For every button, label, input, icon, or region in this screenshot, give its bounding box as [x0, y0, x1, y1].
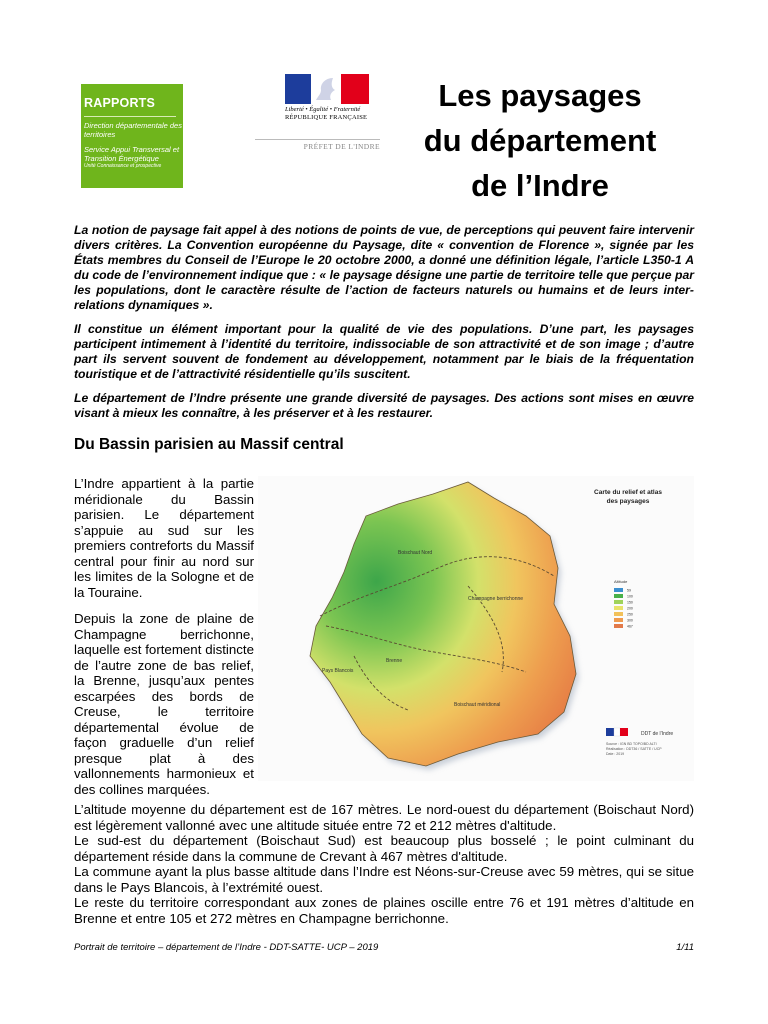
region-label-brenne: Brenne	[386, 658, 403, 664]
legend-label: 150	[627, 600, 633, 605]
republic-motto: Liberté • Égalité • Fraternité	[285, 106, 361, 113]
region-label-pays-blancois: Pays Blancois	[322, 668, 354, 674]
rapports-title: RAPPORTS	[84, 96, 156, 110]
legend-title: Altitude	[614, 579, 628, 584]
indre-territory	[310, 482, 576, 766]
legend-swatch	[614, 624, 623, 628]
legend-swatch	[614, 618, 623, 622]
map-title-line-2: des paysages	[606, 498, 650, 505]
body-paragraph-3: La commune ayant la plus basse altitude dans l’Indre est Néons-sur-Creuse avec 59 mètres, qui se situe dans le Pays Blancois, à l’extrémité ouest.	[74, 864, 694, 895]
map-source-2: Réalisation : DDT36 / SATTE / UCP	[606, 747, 662, 751]
page-footer: Portrait de territoire – département de l’Indre - DDT-SATTE- UCP – 2019	[74, 942, 379, 953]
intro-paragraph-3: Le département de l’Indre présente une grande diversité de paysages. Des actions sont mises en œuvre visant à mieux les connaître, à les préserver et à les restaurer.	[74, 391, 694, 420]
region-label-boischaut-nord: Boischaut Nord	[398, 550, 433, 556]
section-heading: Du Bassin parisien au Massif central	[74, 436, 344, 453]
rapports-subtitle: Direction départementale des territoires	[84, 121, 182, 139]
legend-label: 300	[627, 618, 633, 623]
rapports-banner	[81, 84, 183, 188]
region-label-champagne: Champagne berrichonne	[468, 596, 524, 602]
prefect-label: PRÉFET DE L'INDRE	[255, 139, 380, 151]
title-line-3: de l’Indre	[471, 168, 609, 203]
legend-label: 200	[627, 606, 633, 611]
legend-label: 59	[627, 588, 631, 593]
title-line-2: du département	[423, 123, 657, 158]
marianne-flag-icon	[285, 74, 369, 104]
altitude-legend	[614, 588, 633, 629]
ddt-logo	[606, 728, 628, 736]
column-paragraph-2: Depuis la zone de plaine de Champagne berrichonne, laquelle est fortement distincte de l’autre zone de bas relief, la Brenne, jusqu’aux pentes escarpées des bords de Creuse, le territoire départemental évolue de façon graduelle d’un relief presque plat à des vallonnements harmonieux et des collines marquées.	[74, 611, 254, 797]
ddt-label: DDT de l’Indre	[641, 731, 674, 737]
prefecture-logo	[285, 74, 375, 121]
title-line-1: Les paysages	[438, 78, 642, 113]
republic-name: RÉPUBLIQUE FRANÇAISE	[285, 114, 368, 121]
column-paragraph-1: L’Indre appartient à la partie méridionale du Bassin parisien. Le département s’appuie au sud sur les premiers contreforts du Massif central pour finir au nord sur les limites de la Sologne et de la Touraine.	[74, 476, 254, 600]
legend-label: 250	[627, 612, 633, 617]
page-number: 1/11	[676, 942, 694, 953]
relief-map	[258, 476, 694, 781]
legend-swatch	[614, 600, 623, 604]
rapports-service: Service Appui Transversal et Transition Énergétique	[84, 145, 180, 163]
map-title-line-1: Carte du relief et atlas	[594, 489, 662, 496]
map-source-1: Source : IGN BD TOPO/BD ALTI	[606, 742, 657, 746]
body-paragraph-2: Le sud-est du département (Boischaut Sud) est beaucoup plus bosselé ; le point culminant du département réside dans la commune de Crevant à 467 mètres d'altitude.	[74, 833, 694, 864]
map-source-3: Date : 2019	[606, 752, 625, 756]
region-label-boischaut-sud: Boischaut méridional	[454, 702, 501, 708]
marianne-profile-icon	[311, 74, 341, 104]
rapports-divider	[84, 116, 176, 117]
intro-paragraph-2: Il constitue un élément important pour la qualité de vie des populations. D’une part, les paysages participent intimement à l’identité du territoire, indissociable de son attractivité et de son image ; d’autre part ils servent souvent de fondement au développement, notamment par le biais de la fréquentation touristique et de l’attractivité résidentielle qu’ils suscitent.	[74, 322, 694, 381]
document-title	[385, 73, 695, 208]
legend-label: 467	[627, 624, 633, 629]
legend-label: 100	[627, 594, 633, 599]
legend-swatch	[614, 612, 623, 616]
body-paragraph-1: L’altitude moyenne du département est de 167 mètres. Le nord-ouest du département (Boischaut Nord) est légèrement vallonné avec une altitude située entre 72 et 212 mètres d'altitude.	[74, 802, 694, 833]
legend-swatch	[614, 588, 623, 592]
rapports-unit: Unité Connaissance et prospective	[84, 163, 162, 169]
body-paragraph-4: Le reste du territoire correspondant aux zones de plaines oscille entre 76 et 191 mètres d’altitude en Brenne et entre 105 et 272 mètres en Champagne berrichonne.	[74, 895, 694, 926]
legend-swatch	[614, 606, 623, 610]
intro-paragraph-1: La notion de paysage fait appel à des notions de points de vue, de perceptions qui peuvent faire intervenir divers critères. La Convention européenne du Paysage, dite « convention de Florence », signée par les États membres du Conseil de l’Europe le 20 octobre 2000, a donné une définition légale, l’article L350-1 A du code de l’environnement indique que : « le paysage désigne une partie de territoire telle que perçue par les populations, dont le caractère résulte de l’action de facteurs naturels ou humains et de leurs inter-relations dynamiques ».	[74, 223, 694, 312]
legend-swatch	[614, 594, 623, 598]
